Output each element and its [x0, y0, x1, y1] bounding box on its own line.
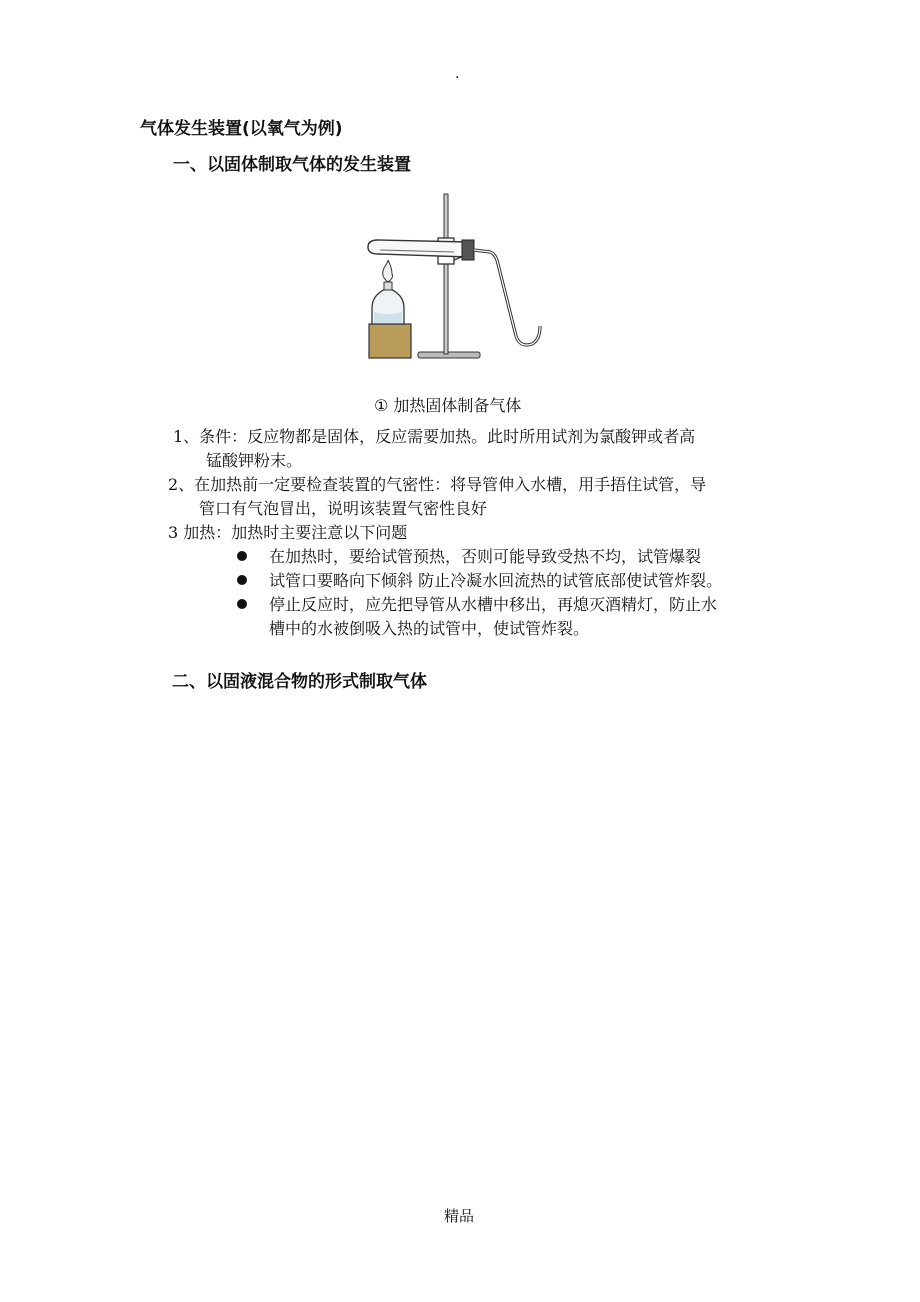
clamp-lower — [438, 256, 454, 264]
figure-caption: ① 加热固体制备气体 — [374, 396, 522, 415]
section2-heading: 二、以固液混合物的形式制取气体 — [172, 672, 427, 692]
bullet3-continuation: 槽中的水被倒吸入热的试管中，使试管炸裂。 — [269, 619, 590, 638]
item3-heading: 3 加热：加热时主要注意以下问题 — [168, 523, 408, 542]
bullet-dot-icon — [237, 575, 247, 585]
stand-rod — [444, 194, 448, 354]
header-mark: . — [455, 66, 460, 82]
test-tube — [368, 240, 468, 257]
apparatus-figure — [358, 190, 558, 362]
wood-block — [369, 324, 411, 358]
delivery-tube — [474, 250, 540, 345]
bullet-dot-icon — [237, 551, 247, 561]
item2-line2: 管口有气泡冒出，说明该装置气密性良好 — [199, 499, 488, 518]
stand-base — [418, 352, 480, 358]
footer-text: 精品 — [444, 1207, 475, 1225]
item2-line1: 2、在加热前一定要检查装置的气密性：将导管伸入水槽，用手捂住试管，导 — [168, 475, 707, 494]
bullet-item — [237, 545, 701, 569]
bullet-text: 在加热时，要给试管预热，否则可能导致受热不均，试管爆裂 — [269, 547, 702, 566]
item1-line1: 1、条件：反应物都是固体，反应需要加热。此时所用试剂为氯酸钾或者高 — [173, 427, 696, 446]
bullet-text: 试管口要略向下倾斜 防止冷凝水回流热的试管底部使试管炸裂。 — [269, 571, 723, 590]
stopper — [462, 240, 474, 260]
bullet-item — [237, 569, 722, 593]
bullet-text: 停止反应时，应先把导管从水槽中移出，再熄灭酒精灯，防止水 — [269, 595, 718, 614]
page-title: 气体发生装置(以氧气为例) — [140, 119, 343, 139]
bullet-dot-icon — [237, 599, 247, 609]
item1-line2: 锰酸钾粉末。 — [206, 451, 303, 470]
bullet-item — [237, 593, 717, 617]
flame — [383, 260, 393, 282]
section1-heading: 一、以固体制取气体的发生装置 — [173, 155, 411, 175]
